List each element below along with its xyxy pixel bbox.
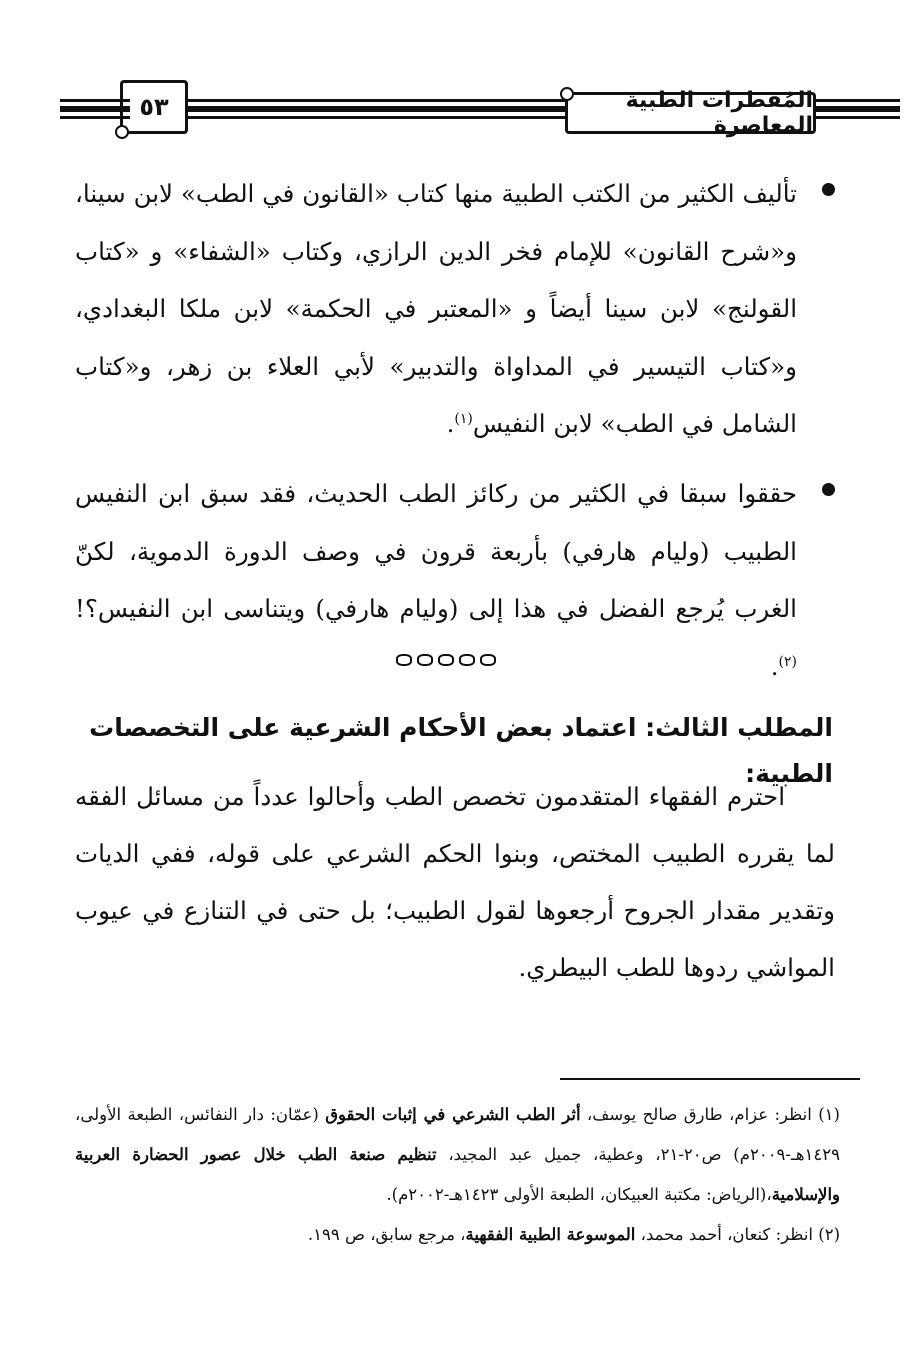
running-title: المُفطرات الطبية المعاصرة [625, 88, 813, 138]
footnote-text: انظر: كنعان، أحمد محمد، [635, 1225, 813, 1244]
footnotes [75, 1095, 840, 1255]
bullet-text [75, 165, 797, 453]
footnote-marker: (١) [818, 1105, 840, 1124]
bullet-icon [822, 183, 835, 196]
section-paragraph: احترم الفقهاء المتقدمون تخصص الطب وأحالوا عدداً من مسائل الفقه لما يقرره الطبيب المختص، وبنوا الحكم الشرعي على قوله، ففي الديات وتقدير مقدار الجروح أرجعوها لقول الطبيب؛ بل حتى في التنازع في عيوب المواشي ردوها للطب البيطري. [75, 782, 835, 982]
page-number: ٥٣ [139, 93, 169, 121]
header-rule-right [810, 95, 900, 123]
ornament-icon [396, 654, 412, 666]
footnote-2 [75, 1215, 840, 1255]
footnote-1 [75, 1095, 840, 1215]
footnote-book-title: الموسوعة الطبية الفقهية [465, 1225, 636, 1244]
footnote-ref[interactable]: (١) [454, 410, 473, 427]
ornament-icon [438, 654, 454, 666]
footnote-text: (عمّان: دار النفائس، الطبعة الأولى، ١٤٢٩هـ-٢٠٠٩م) ص٢٠-٢١، وعطية، جميل عبد المجيد، [75, 1105, 840, 1164]
footnote-marker: (٢) [818, 1225, 840, 1244]
ornament-icon [480, 654, 496, 666]
bullet-item [75, 165, 835, 465]
bullet-end: . [770, 651, 779, 681]
footnote-book-title: أثر الطب الشرعي في إثبات الحقوق [325, 1105, 581, 1124]
footnote-divider [560, 1078, 860, 1080]
bullet-item [75, 465, 835, 681]
bullet-end: . [446, 409, 455, 438]
ornament-icon [459, 654, 475, 666]
header-rule-left [60, 95, 130, 123]
page-number-frame [120, 80, 188, 134]
footnote-book-title: تنظيم صنعة الطب خلال عصور الحضارة العربية والإسلامية [75, 1145, 840, 1204]
footnote-text: ، مرجع سابق، ص ١٩٩. [307, 1225, 466, 1244]
bullet-list [75, 165, 835, 681]
header-rule-middle [185, 95, 565, 123]
footnote-text: ،(الرياض: مكتبة العبيكان، الطبعة الأولى ١٤٢٣هـ-٢٠٠٢م). [386, 1185, 772, 1204]
bullet-body: حققوا سبقا في الكثير من ركائز الطب الحديث، فقد سبق ابن النفيس الطبيب (وليام هارفي) بأربعة قرون في وصف الدورة الدموية، لكنّ الغرب يُرجع الفضل في هذا إلى (وليام هارفي) ويتناسى ابن النفيس؟! [75, 479, 797, 623]
page-header [0, 0, 908, 140]
footnote-ref[interactable]: (٢) [778, 653, 797, 670]
section-heading: المطلب الثالث: اعتماد بعض الأحكام الشرعية على التخصصات الطبية: [89, 713, 833, 788]
bullet-icon [822, 483, 835, 496]
running-title-frame [565, 88, 816, 138]
bullet-body: تأليف الكثير من الكتب الطبية منها كتاب «القانون في الطب» لابن سينا، و«شرح القانون» للإمام فخر الدين الرازي، وكتاب «الشفاء» و «كتاب القولنج» لابن سينا أيضاً و «المعتبر في الحكمة» لابن ملكا البغدادي، و«كتاب التيسير في المداواة والتدبير» لأبي العلاء بن زهر، و«كتاب الشامل في الطب» لابن النفيس [75, 179, 797, 438]
footnote-text: انظر: عزام، طارق صالح يوسف، [580, 1105, 812, 1124]
ornament-separator [396, 650, 496, 670]
ornament-icon [417, 654, 433, 666]
